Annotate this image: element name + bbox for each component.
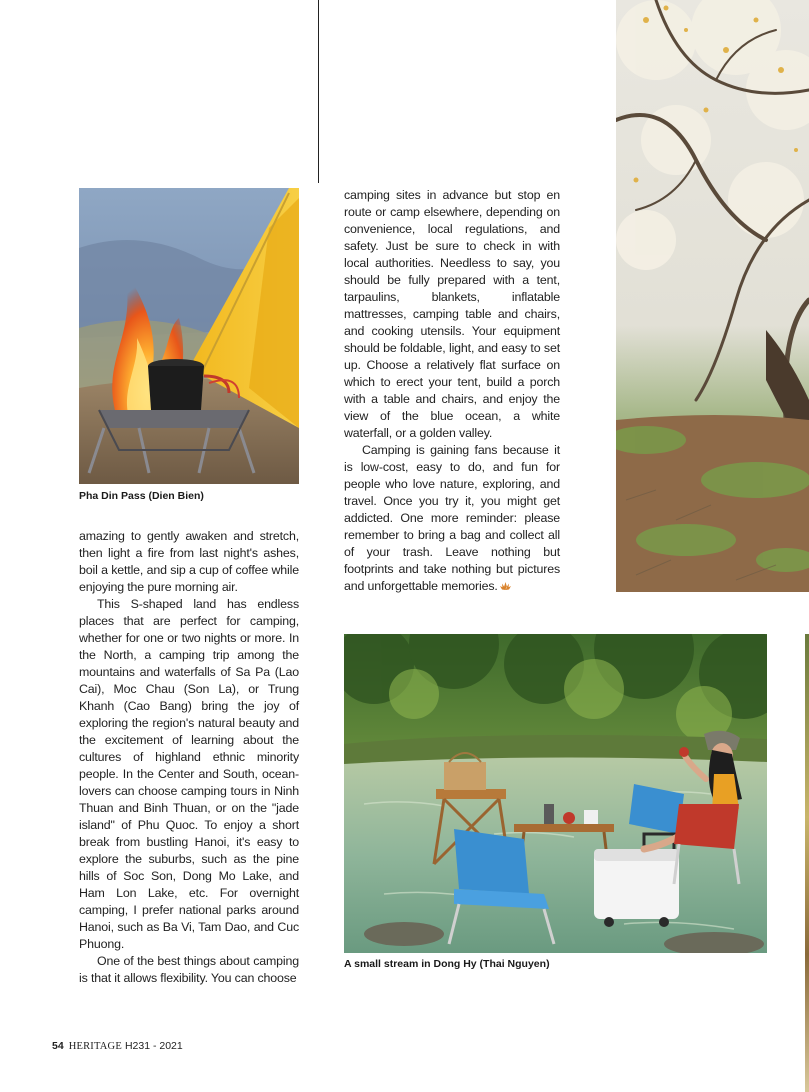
magazine-name: HERITAGE <box>68 1041 122 1052</box>
left-paragraph-2: This S-shaped land has endless places that are perfect for camping, whether for one or two nights or more. In the North, a camping trip among the mountains and waterfalls of Sa Pa (Lao Cai), Moc Chau (Son La), or Trung Khanh (Cao Bang) bring the joy of exploring the region's natural beauty and the excitement of learning about the cultures of highland ethnic minority people. In the Center and South, ocean-lovers can choose camping tours in Ninh Thuan and Binh Thuan, or on the "jade island" of Phu Quoc. To enjoy a short break from bustling Hanoi, it's easy to explore the suburbs, such as the pine hills of Soc Son, Dong Mo Lake, and Ham Lon Lake, etc. For overnight camping, I prefer national parks around Hanoi, such as Ba Vi, Tam Dao, and Cuc Phuong. <box>79 597 299 951</box>
left-paragraph-1: amazing to gently awaken and stretch, then light a fire from last night's ashes, boil a kettle, and sip a cup of coffee while enjoying the pure morning air. <box>79 529 299 594</box>
stream-caption: A small stream in Dong Hy (Thai Nguyen) <box>344 958 550 970</box>
middle-paragraph-1: camping sites in advance but stop en route or camp elsewhere, depending on convenience, local regulations, and safety. Just be sure to check in with local authorities. Needless to say, you should be fully prepared with a tent, tarpaulins, blankets, inflatable mattresses, camping table and chairs, and cooking utensils. Your equipment should be foldable, light, and easy to set up. Choose a relatively flat surface on which to erect your tent, build a porch with a table and chairs, and enjoy the view of the blue ocean, a white waterfall, or a golden valley. <box>344 188 560 440</box>
page-footer <box>52 1040 183 1053</box>
campfire-photo <box>79 188 299 484</box>
campfire-caption: Pha Din Pass (Dien Bien) <box>79 490 204 502</box>
left-paragraph-3: One of the best things about camping is that it allows flexibility. You can choose <box>79 954 299 985</box>
issue-number: H231 - 2021 <box>124 1040 183 1052</box>
column-divider <box>318 0 319 183</box>
middle-paragraph-2 <box>344 442 560 595</box>
lotus-end-mark-icon <box>499 581 512 591</box>
blossom-tree-photo <box>616 0 809 592</box>
adjacent-page-edge <box>805 634 809 1092</box>
stream-camping-photo <box>344 634 767 953</box>
page-number: 54 <box>52 1040 64 1052</box>
left-text-column <box>79 528 299 987</box>
middle-paragraph-2-text: Camping is gaining fans because it is low-cost, easy to do, and fun for people who love nature, exploring, and travel. Once you try it, you might get addicted. One more reminder: please remember to bring a bag and collect all of your trash. Leave nothing but footprints and take nothing but pictures and unforgettable memories. <box>344 443 560 593</box>
middle-text-column <box>344 187 560 595</box>
